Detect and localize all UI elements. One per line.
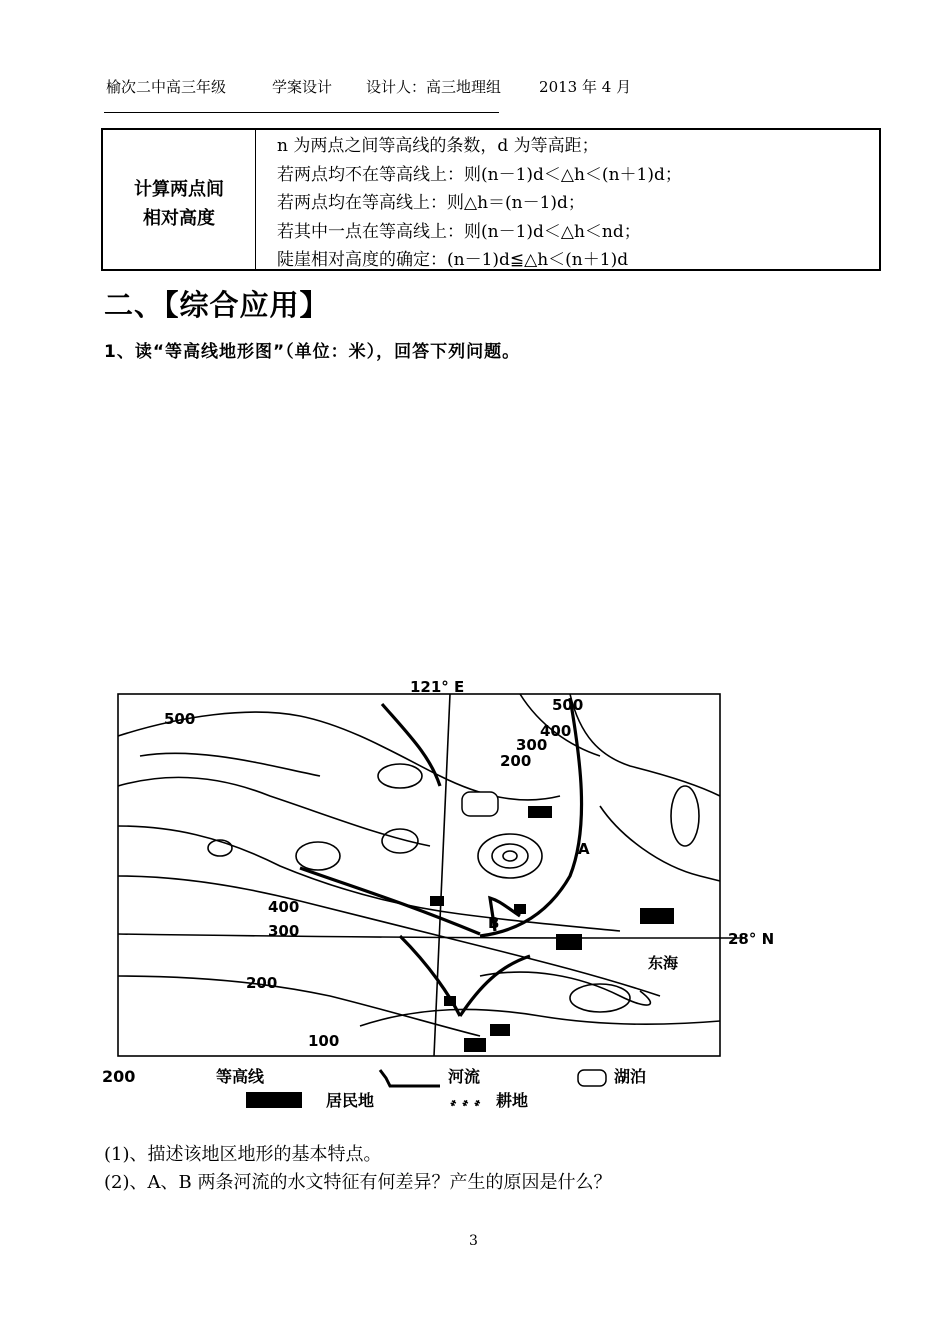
header-designer: 设计人：高三地理组 bbox=[366, 78, 502, 96]
header-date: 2013 年 4 月 bbox=[539, 78, 632, 96]
header-type: 学案设计 bbox=[272, 78, 333, 96]
settlement bbox=[528, 806, 552, 818]
contour-line bbox=[118, 976, 480, 1036]
contour-label: 300 bbox=[268, 922, 300, 940]
table-label-line2: 相对高度 bbox=[143, 208, 215, 229]
legend-river-icon bbox=[380, 1070, 440, 1086]
table-line: 陡崖相对高度的确定：(n－1)d≦△h＜(n＋1)d bbox=[277, 250, 629, 270]
contour-line bbox=[570, 694, 720, 796]
contour-hill bbox=[478, 834, 542, 878]
table-label-cell bbox=[103, 130, 256, 269]
legend-settlement-icon bbox=[246, 1092, 302, 1108]
contour-label: 400 bbox=[268, 898, 300, 916]
contour-hill bbox=[503, 851, 517, 861]
contour-line bbox=[480, 972, 650, 1005]
settlement bbox=[444, 996, 456, 1006]
lake bbox=[462, 792, 498, 816]
table-line: n 为两点之间等高线的条数，d 为等高距； bbox=[277, 136, 599, 156]
legend-contour-label: 等高线 bbox=[216, 1067, 265, 1086]
subquestion-1: (1)、描述该地区地形的基本特点。 bbox=[104, 1144, 382, 1165]
contour-label: 500 bbox=[164, 710, 196, 728]
river bbox=[382, 704, 440, 786]
question-1: 1、读“等高线地形图”（单位：米），回答下列问题。 bbox=[104, 342, 521, 362]
header-rule bbox=[104, 112, 499, 113]
legend-lake-label: 湖泊 bbox=[614, 1067, 647, 1086]
point-b-label: B bbox=[488, 914, 500, 932]
contour-label: 100 bbox=[308, 1032, 340, 1050]
contour-label: 400 bbox=[540, 722, 572, 740]
point-a-label: A bbox=[578, 840, 590, 858]
settlement bbox=[490, 1024, 510, 1036]
page-header bbox=[106, 76, 631, 97]
legend-river-label: 河流 bbox=[448, 1067, 481, 1086]
table-line: 若两点均不在等高线上：则(n－1)d＜△h＜(n＋1)d； bbox=[277, 164, 682, 185]
section-title: 二、【综合应用】 bbox=[104, 288, 330, 322]
contour-map bbox=[100, 676, 800, 1116]
settlement bbox=[640, 908, 674, 924]
subquestion-2: (2)、A、B 两条河流的水文特征有何差异？产生的原因是什么？ bbox=[104, 1172, 612, 1193]
settlement bbox=[464, 1038, 486, 1052]
longitude-label: 121° E bbox=[410, 678, 465, 696]
contour-line bbox=[600, 806, 720, 881]
settlement bbox=[556, 934, 582, 950]
header-school: 榆次二中高三年级 bbox=[106, 78, 227, 96]
contour-hill bbox=[492, 844, 528, 868]
contour-hill bbox=[378, 764, 422, 788]
latitude-label: 28° N bbox=[728, 930, 775, 948]
parallel-line bbox=[118, 934, 743, 938]
legend-lake-icon bbox=[578, 1070, 606, 1086]
contour-line bbox=[118, 826, 620, 931]
table-line: 若其中一点在等高线上：则(n－1)d＜△h＜nd； bbox=[277, 221, 641, 242]
contour-line bbox=[140, 753, 320, 776]
contour-label: 300 bbox=[516, 736, 548, 754]
legend-contour-value: 200 bbox=[102, 1067, 136, 1086]
table-line: 若两点均在等高线上：则△h＝(n－1)d； bbox=[277, 193, 585, 213]
legend-farmland-label: 耕地 bbox=[496, 1091, 529, 1110]
sea-label: 东海 bbox=[648, 954, 679, 972]
settlement bbox=[430, 896, 444, 906]
contour-label: 200 bbox=[246, 974, 278, 992]
river bbox=[460, 956, 530, 1016]
contour-hill bbox=[296, 842, 340, 870]
legend-settlement-label: 居民地 bbox=[326, 1091, 375, 1110]
page-number: 3 bbox=[469, 1233, 478, 1249]
contour-label: 200 bbox=[500, 752, 532, 770]
table-label bbox=[103, 175, 255, 233]
contour-hill bbox=[570, 984, 630, 1012]
settlement bbox=[514, 904, 526, 914]
legend-farmland-icon: ҂ ҂ ҂ bbox=[450, 1095, 482, 1109]
table-content-cell bbox=[277, 132, 682, 275]
contour-hill bbox=[208, 840, 232, 856]
contour-hill bbox=[382, 829, 418, 853]
contour-label: 500 bbox=[552, 696, 584, 714]
contour-hill bbox=[671, 786, 699, 846]
height-table bbox=[101, 128, 881, 271]
table-label-line1: 计算两点间 bbox=[134, 179, 224, 200]
